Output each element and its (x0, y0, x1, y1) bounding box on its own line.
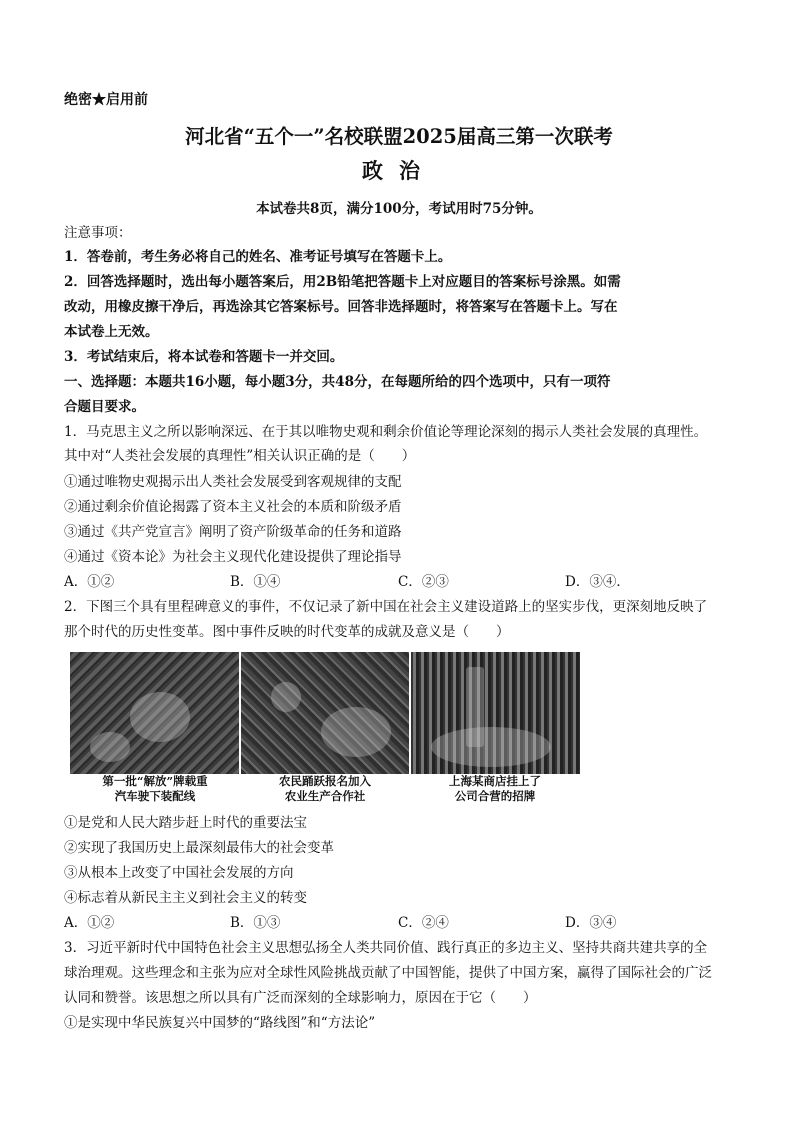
truck-photo (70, 652, 239, 774)
q2-item: ②实现了我国历史上最深刻最伟大的社会变革 (64, 840, 334, 856)
exam-title: 河北省“五个一”名校联盟2025届高三第一次联考 (185, 125, 613, 148)
photo-caption: 第一批“解放”牌载重 汽车驶下装配线 (102, 774, 208, 803)
q2-option-b[interactable]: B．①③ (230, 915, 281, 931)
photo-caption: 上海某商店挂上了 公司合营的招牌 (449, 774, 541, 803)
section-heading: 合题目要求。 (64, 399, 145, 415)
subject-title: 政治 (362, 158, 436, 183)
q1-stem: 其中对“人类社会发展的真理性”相关认识正确的是（ ） (64, 448, 416, 464)
q1-item: ③通过《共产党宣言》阐明了资产阶级革命的任务和道路 (64, 524, 402, 540)
notice-line: 本试卷上无效。 (64, 324, 159, 340)
photo-caption: 农民踊跃报名加入 农业生产合作社 (279, 774, 371, 803)
q3-stem: 3．习近平新时代中国特色社会主义思想弘扬全人类共同价值、践行真正的多边主义、坚持共商共建共享的全 (64, 940, 708, 956)
q3-stem: 球治理观。这些理念和主张为应对全球性风险挑战贡献了中国智能，提供了中国方案，赢得了国际社会的广泛 (64, 965, 712, 981)
exam-info: 本试卷共8页，满分100分，考试用时75分钟。 (256, 201, 542, 217)
q1-item: ④通过《资本论》为社会主义现代化建设提供了理论指导 (64, 549, 402, 565)
section-heading: 一、选择题：本题共16小题，每小题3分，共48分，在每题所给的四个选项中，只有一项符 (64, 374, 611, 390)
farmers-photo (241, 652, 410, 774)
q2-item: ④标志着从新民主主义到社会主义的转变 (64, 890, 307, 906)
q1-option-b[interactable]: B．①④ (230, 574, 281, 590)
q1-stem: 1．马克思主义之所以影响深远、在于其以唯物史观和剩余价值论等理论深刻的揭示人类社会发展的真理性。 (64, 424, 708, 440)
q1-option-c[interactable]: C．②③ (398, 574, 449, 590)
notice-heading: 注意事项： (64, 225, 132, 241)
q1-option-d[interactable]: D．③④． (565, 574, 630, 590)
q3-item: ①是实现中华民族复兴中国梦的“路线图”和“方法论” (64, 1015, 376, 1031)
q2-stem: 2．下图三个具有里程碑意义的事件，不仅记录了新中国在社会主义建设道路上的坚实步伐，更深刻地反映了 (64, 599, 708, 615)
secret-label: 绝密★启用前 (64, 92, 148, 108)
q3-stem: 认同和赞誉。该思想之所以具有广泛而深刻的全球影响力，原因在于它（ ） (64, 990, 537, 1006)
q1-item: ②通过剩余价值论揭露了资本主义社会的本质和阶级矛盾 (64, 499, 402, 515)
shop-photo (411, 652, 580, 774)
q2-captions (70, 774, 580, 804)
q2-option-c[interactable]: C．②④ (398, 915, 449, 931)
q2-option-d[interactable]: D．③④ (565, 915, 617, 931)
notice-line: 改动，用橡皮擦干净后，再选涂其它答案标号。回答非选择题时，将答案写在答题卡上。写在 (64, 299, 618, 315)
q2-item: ③从根本上改变了中国社会发展的方向 (64, 865, 294, 881)
q2-item: ①是党和人民大踏步赶上时代的重要法宝 (64, 815, 307, 831)
notice-line: 3．考试结束后，将本试卷和答题卡一并交回。 (64, 349, 344, 365)
q1-option-a[interactable]: A．①② (64, 574, 115, 590)
q2-photo-strip (70, 652, 580, 774)
q2-stem: 那个时代的历史性变革。图中事件反映的时代变革的成就及意义是（ ） (64, 624, 510, 640)
notice-line: 1．答卷前，考生务必将自己的姓名、准考证号填写在答题卡上。 (64, 249, 452, 265)
q1-item: ①通过唯物史观揭示出人类社会发展受到客观规律的支配 (64, 474, 402, 490)
notice-line: 2．回答选择题时，选出每小题答案后，用2B铅笔把答题卡上对应题目的答案标号涂黑。如需 (64, 274, 621, 290)
q2-option-a[interactable]: A．①② (64, 915, 115, 931)
